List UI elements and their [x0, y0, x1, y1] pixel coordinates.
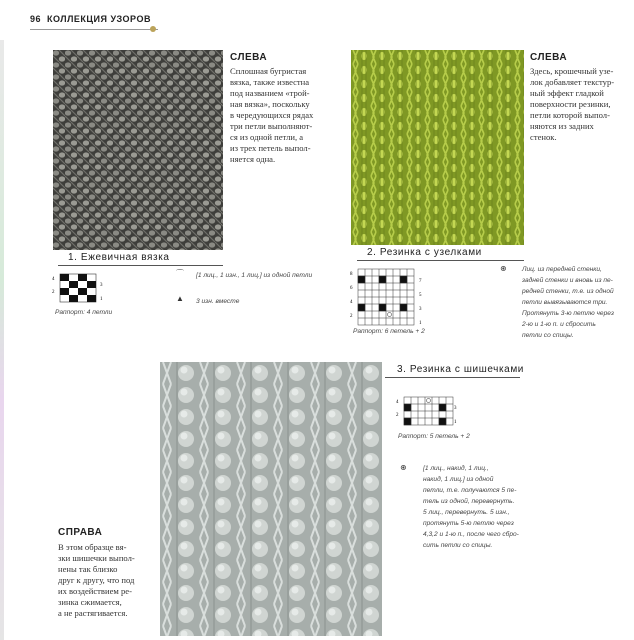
pattern-3-side-heading: СПРАВА [58, 527, 103, 538]
pattern-1-photo [53, 50, 223, 250]
legend-line: [1 лиц., накид, 1 лиц., [423, 465, 489, 472]
section-title: КОЛЛЕКЦИЯ УЗОРОВ [47, 14, 151, 24]
row-number: 6 [350, 286, 353, 291]
legend-line: протянуть 5-ю петлю через [423, 520, 514, 527]
pattern-3-rapport: Раппорт: 5 петель + 2 [398, 433, 470, 440]
row-number: 2 [52, 290, 55, 295]
decrease-symbol-icon: ▲ [176, 294, 184, 303]
pattern-1-rapport: Раппорт: 4 петли [55, 309, 113, 316]
pattern-2-title-rule [357, 260, 524, 261]
pattern-3-description [58, 542, 156, 619]
desc-line: няются из задних [530, 121, 594, 131]
desc-line: няется одна. [230, 154, 276, 164]
pattern-1-legend-1: [1 лиц., 1 изн., 1 лиц.] из одной петли [196, 272, 313, 279]
pattern-3-chart [396, 396, 466, 435]
pattern-2-title: 2. Резинка с узелками [367, 247, 482, 258]
legend-line: 5 лиц., перевернуть. 5 изн., [423, 509, 510, 516]
row-number: 7 [419, 279, 422, 284]
pattern-1-legend-2: 3 изн. вместе [196, 298, 240, 305]
row-number: 3 [100, 283, 103, 288]
header-rule [30, 29, 158, 30]
row-number: 3 [419, 307, 422, 312]
pattern-2-side-heading: СЛЕВА [530, 52, 568, 63]
desc-line: ся из одной петли, а [230, 132, 304, 142]
pattern-2-photo [351, 50, 524, 245]
desc-line: друг к другу, что под [58, 575, 135, 585]
pattern-2-description [530, 66, 630, 143]
legend-line: Лиц. из передней стенки, [522, 266, 602, 273]
pattern-2-chart [350, 268, 430, 335]
pattern-2-legend [522, 264, 632, 341]
pattern-3-title: 3. Резинка с шишечками [397, 364, 524, 375]
pattern-3-title-rule [385, 377, 520, 378]
page-header [30, 14, 151, 24]
bobble-symbol-icon: ⊛ [500, 264, 507, 273]
legend-line: тель из одной, перевернуть. [423, 498, 515, 505]
desc-line: Здесь, крошечный узе- [530, 66, 614, 76]
desc-line: под названием «трой- [230, 88, 310, 98]
desc-line: вязка, также известна [230, 77, 310, 87]
desc-line: в чередующихся рядах [230, 110, 314, 120]
desc-line: В этом образце вя- [58, 542, 127, 552]
legend-line: петли, т.е. получаются 5 пе- [423, 487, 517, 494]
desc-line: ный эффект гладкой [530, 88, 604, 98]
desc-line: стенок. [530, 132, 557, 142]
desc-line: а не растягивается. [58, 608, 128, 618]
row-number: 2 [396, 413, 399, 418]
pattern-1-chart [52, 273, 112, 310]
legend-line: Протянуть 3-ю петлю через [522, 310, 614, 317]
pattern-3-legend [423, 463, 533, 551]
desc-line: Сплошная бугристая [230, 66, 307, 76]
legend-line: сить петли со спицы. [423, 542, 493, 549]
pattern-1-title: 1. Ежевичная вязка [68, 252, 170, 263]
row-number: 2 [350, 314, 353, 319]
desc-line: поверхности резинки, [530, 99, 611, 109]
desc-line: нены так близко [58, 564, 118, 574]
desc-line: зки шишечки выпол- [58, 553, 135, 563]
row-number: 5 [419, 293, 422, 298]
pattern-1-description [230, 66, 315, 165]
desc-line: лок добавляет текстур- [530, 77, 615, 87]
page-edge-strip [0, 40, 4, 640]
row-number: 1 [100, 297, 103, 302]
row-number: 3 [454, 406, 457, 411]
increase-symbol-icon: ⌒ [176, 269, 184, 278]
header-dot [150, 26, 156, 32]
page-number: 96 [30, 14, 42, 24]
legend-line: петли со спицы. [522, 332, 574, 339]
desc-line: три петли выполняют- [230, 121, 313, 131]
desc-line: петли которой выпол- [530, 110, 610, 120]
legend-line: 4,3,2 и 1-ю п., после чего сбро- [423, 531, 519, 538]
desc-line: из трех петель выпол- [230, 143, 311, 153]
row-number: 8 [350, 272, 353, 277]
desc-line: ная вязка», поскольку [230, 99, 310, 109]
legend-line: задней стенки и вновь из пе- [522, 277, 613, 284]
pattern-1-side-heading: СЛЕВА [230, 52, 268, 63]
row-number: 1 [419, 321, 422, 326]
legend-line: 2-ю и 1-ю п. и сбросить [522, 321, 596, 328]
pattern-2-rapport: Раппорт: 6 петель + 2 [353, 328, 425, 335]
desc-line: зинка сжимается, [58, 597, 122, 607]
desc-line: их воздействием ре- [58, 586, 132, 596]
pattern-1-title-rule [58, 265, 223, 266]
row-number: 4 [52, 277, 55, 282]
bobble-symbol-icon: ⊛ [400, 463, 407, 472]
legend-line: редней стенки, т.е. из одной [522, 288, 614, 295]
row-number: 4 [350, 300, 353, 305]
legend-line: накид, 1 лиц.] из одной [423, 476, 494, 483]
pattern-3-photo [160, 362, 382, 636]
row-number: 4 [396, 400, 399, 405]
legend-line: петли вывязываются три. [522, 299, 608, 306]
row-number: 1 [454, 420, 457, 425]
